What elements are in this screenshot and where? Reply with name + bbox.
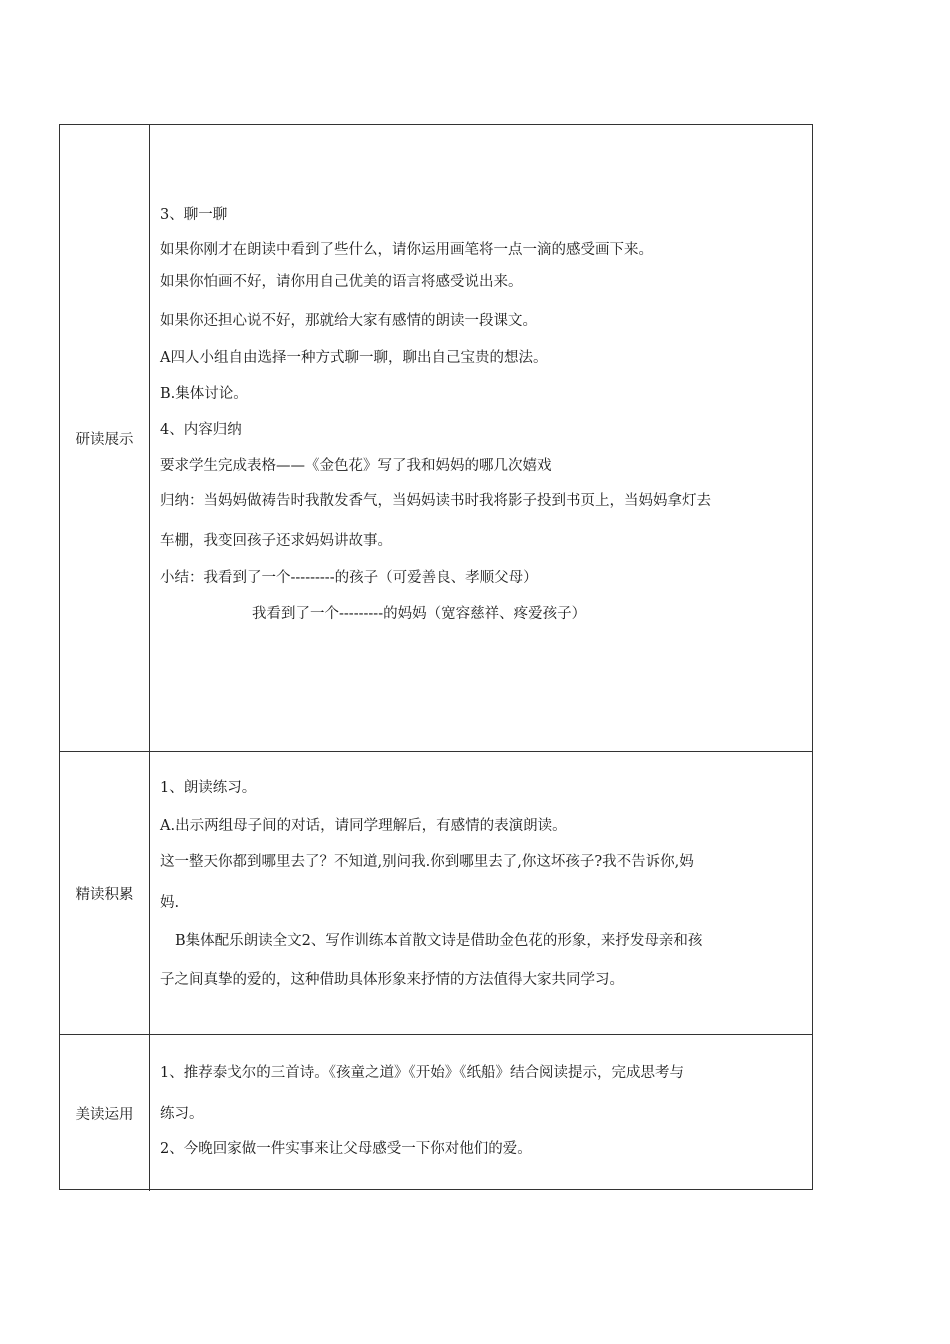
- row-label: 美读运用: [60, 1035, 150, 1191]
- content-line: 小结：我看到了一个---------的孩子（可爱善良、孝顺父母）: [160, 570, 538, 586]
- table-row: [60, 1034, 812, 1191]
- content-line: 1、推荐泰戈尔的三首诗。《孩童之道》《开始》《纸船》结合阅读提示，完成思考与: [160, 1065, 684, 1081]
- content-line: 子之间真挚的爱的，这种借助具体形象来抒情的方法值得大家共同学习。: [160, 972, 624, 988]
- content-line: 我看到了一个---------的妈妈（宽容慈祥、疼爱孩子）: [252, 606, 587, 622]
- content-line: B集体配乐朗读全文2、写作训练本首散文诗是借助金色花的形象，来抒发母亲和孩: [175, 933, 703, 949]
- content-line: A四人小组自由选择一种方式聊一聊，聊出自己宝贵的想法。: [160, 350, 548, 366]
- content-line: 如果你还担心说不好，那就给大家有感情的朗读一段课文。: [160, 313, 537, 329]
- content-line: 这一整天你都到哪里去了？不知道,别问我.你到哪里去了,你这坏孩子?我不告诉你,妈: [160, 854, 694, 870]
- content-line: 如果你刚才在朗读中看到了些什么，请你运用画笔将一点一滴的感受画下来。: [160, 242, 653, 258]
- content-line: 车棚，我变回孩子还求妈妈讲故事。: [160, 533, 392, 549]
- row-label: 研读展示: [60, 125, 150, 751]
- content-line: 归纳：当妈妈做祷告时我散发香气，当妈妈读书时我将影子投到书页上，当妈妈拿灯去: [160, 493, 711, 509]
- row-content: [151, 752, 812, 1034]
- content-line: B.集体讨论。: [160, 386, 248, 402]
- content-line: 如果你怕画不好，请你用自己优美的语言将感受说出来。: [160, 274, 523, 290]
- lesson-table: [59, 124, 813, 1190]
- content-line: A.出示两组母子间的对话，请同学理解后，有感情的表演朗读。: [160, 818, 567, 834]
- table-row: [60, 751, 812, 1034]
- table-row: [60, 125, 812, 751]
- row-content: [151, 125, 812, 751]
- content-line: 2、今晚回家做一件实事来让父母感受一下你对他们的爱。: [160, 1141, 532, 1157]
- row-content: [151, 1035, 812, 1191]
- content-line: 4、内容归纳: [160, 422, 242, 438]
- content-line: 1、朗读练习。: [160, 780, 257, 796]
- content-line: 3、聊一聊: [160, 207, 228, 223]
- row-label: 精读积累: [60, 752, 150, 1034]
- content-line: 妈.: [160, 895, 180, 911]
- content-line: 要求学生完成表格——《金色花》写了我和妈妈的哪几次嬉戏: [160, 458, 552, 474]
- content-line: 练习。: [160, 1106, 204, 1122]
